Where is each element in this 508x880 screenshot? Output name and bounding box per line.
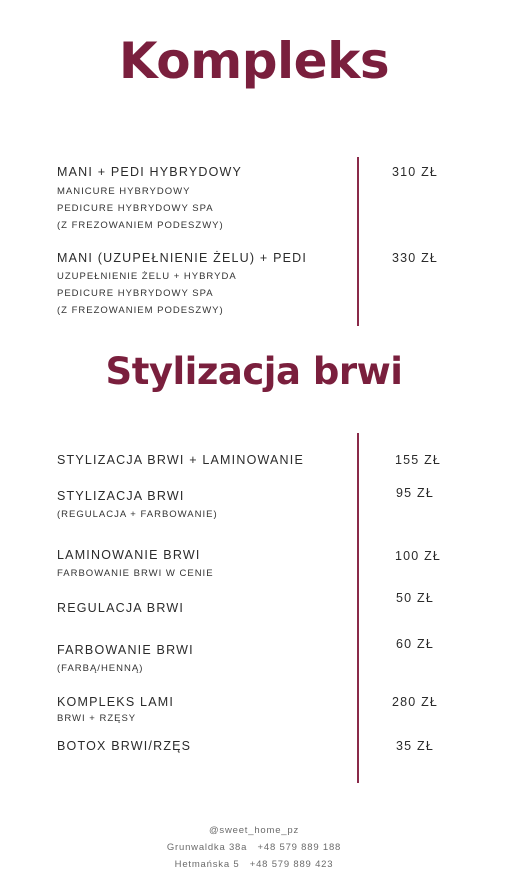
item-price: 330 ZŁ	[391, 251, 439, 265]
item-name: REGULACJA BRWI	[57, 601, 185, 615]
item-name: BOTOX BRWI/RZĘS	[57, 739, 192, 753]
item-detail: UZUPEŁNIENIE ŻELU + HYBRYDA	[57, 271, 237, 282]
footer-address-1: Grunwaldka 38a +48 579 889 188	[166, 842, 342, 853]
section-title-brwi: Stylizacja brwi	[105, 350, 403, 393]
item-detail: PEDICURE HYBRYDOWY SPA	[57, 203, 214, 214]
list-item	[57, 164, 347, 234]
list-item	[57, 547, 347, 582]
item-price: 95 ZŁ	[396, 486, 434, 500]
item-name: LAMINOWANIE BRWI	[57, 548, 201, 562]
vertical-divider	[357, 157, 359, 326]
item-detail: MANICURE HYBRYDOWY	[57, 186, 191, 197]
list-item	[57, 250, 347, 319]
item-price: 60 ZŁ	[396, 637, 434, 651]
list-item	[57, 452, 347, 468]
section-title-kompleks: Kompleks	[118, 32, 390, 90]
list-item	[57, 738, 347, 754]
list-item	[57, 694, 347, 727]
vertical-divider	[357, 433, 359, 783]
item-price: 310 ZŁ	[391, 165, 439, 179]
item-name: STYLIZACJA BRWI + LAMINOWANIE	[57, 453, 304, 467]
item-detail: FARBOWANIE BRWI W CENIE	[57, 568, 214, 579]
list-item	[57, 488, 347, 523]
item-price: 35 ZŁ	[396, 739, 434, 753]
item-name: MANI + PEDI HYBRYDOWY	[57, 165, 243, 179]
item-detail: (Z FREZOWANIEM PODESZWY)	[57, 305, 224, 316]
item-name: KOMPLEKS LAMI	[57, 695, 175, 709]
item-price: 280 ZŁ	[391, 695, 439, 709]
item-price: 155 ZŁ	[394, 453, 442, 467]
item-name: MANI (UZUPEŁNIENIE ŻELU) + PEDI	[57, 251, 308, 265]
footer-handle: @sweet_home_pz	[208, 825, 300, 836]
item-detail: (FARBĄ/HENNĄ)	[57, 663, 144, 674]
item-detail: (Z FREZOWANIEM PODESZWY)	[57, 220, 224, 231]
item-price: 50 ZŁ	[396, 591, 434, 605]
item-name: STYLIZACJA BRWI	[57, 489, 185, 503]
item-detail: PEDICURE HYBRYDOWY SPA	[57, 288, 214, 299]
item-detail: (REGULACJA + FARBOWANIE)	[57, 509, 218, 520]
item-price: 100 ZŁ	[394, 549, 442, 563]
footer-address-2: Hetmańska 5 +48 579 889 423	[174, 859, 334, 870]
item-name: FARBOWANIE BRWI	[57, 643, 194, 657]
item-detail: BRWI + RZĘSY	[57, 713, 137, 724]
list-item	[57, 642, 347, 677]
list-item	[57, 600, 347, 616]
